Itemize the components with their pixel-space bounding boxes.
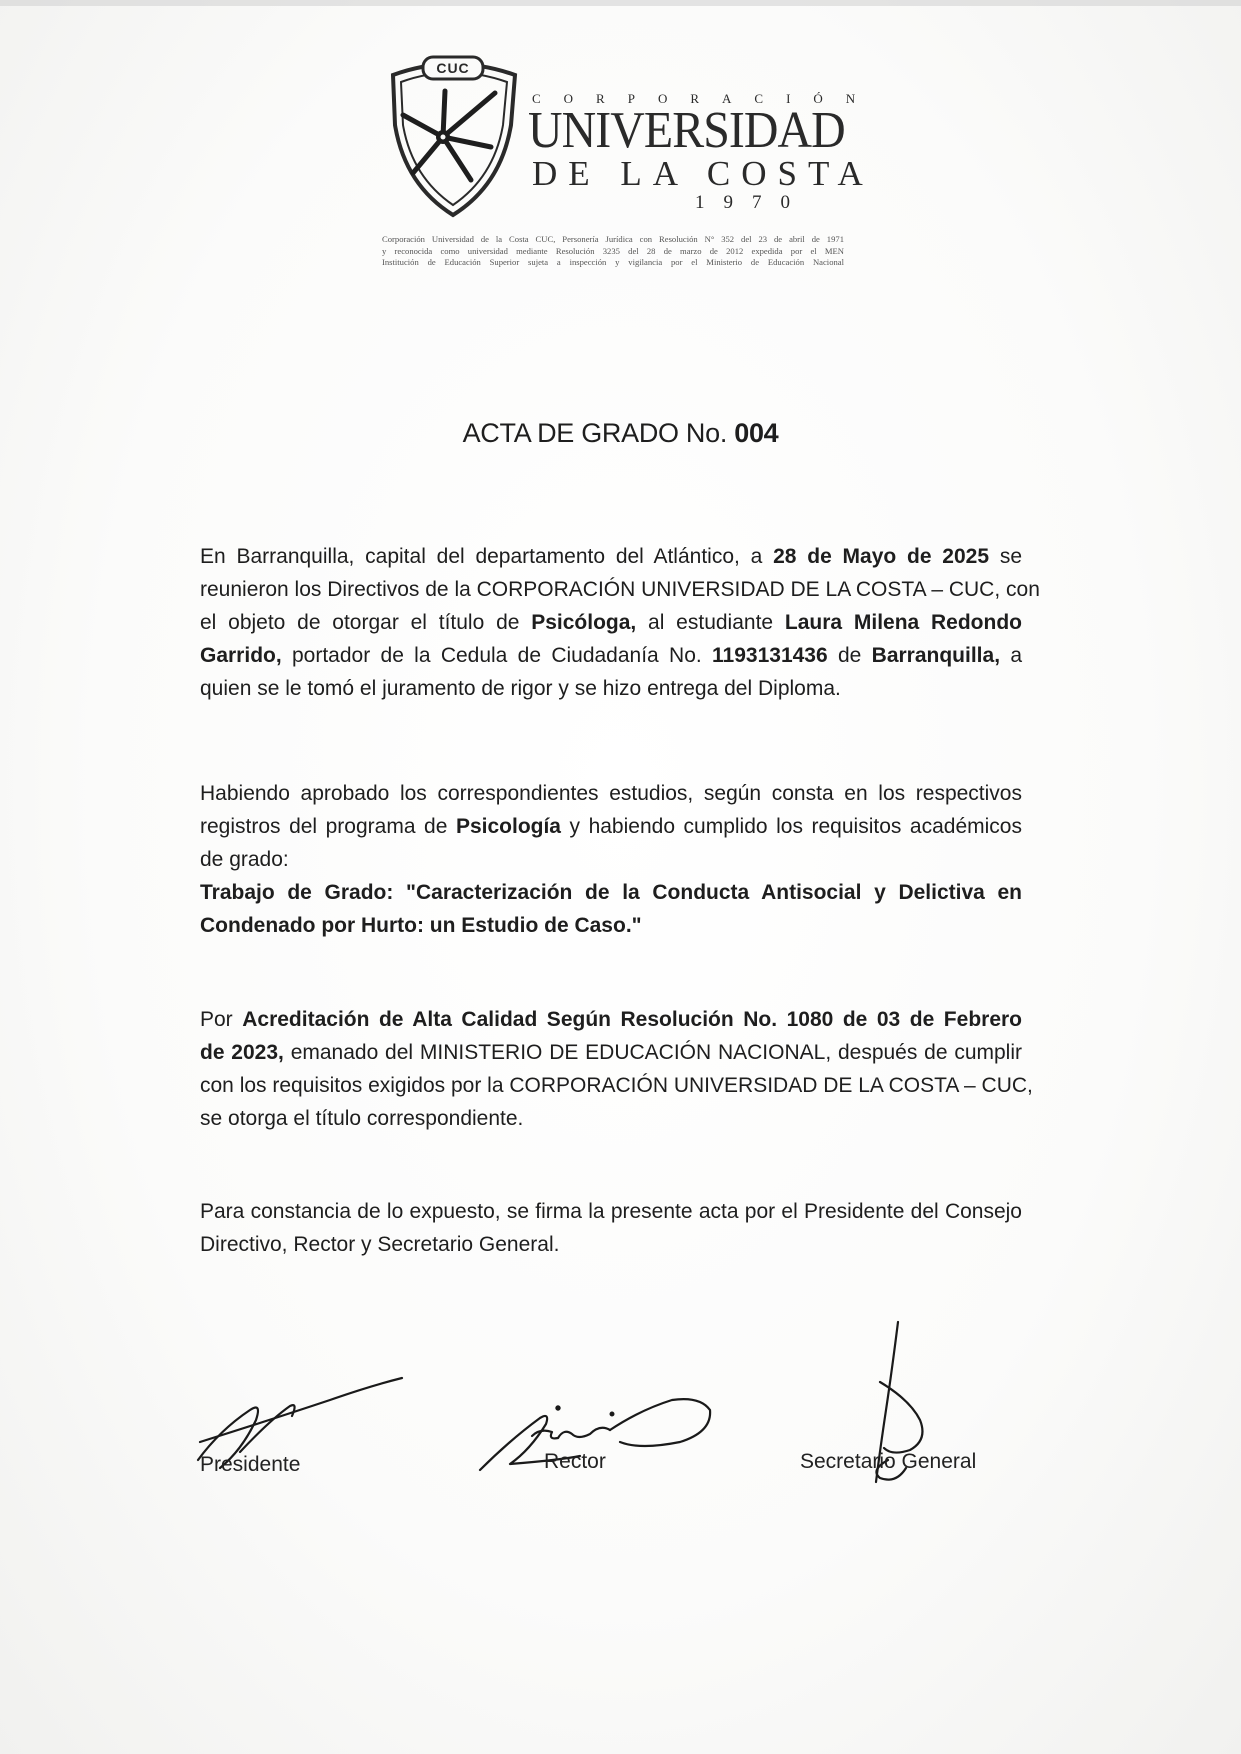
id-number: 1193131436 [712,644,828,667]
thesis-title: Trabajo de Grado: "Caracterización de la Conducta Antisocial y Delictiva en [200,881,1022,904]
acta-number: 004 [734,418,779,448]
logo-legal-text [382,234,844,269]
legal-line: y reconocida como universidad mediante Resolución 3235 del 28 de marzo de 2012 expedida por el MEN [382,245,844,256]
text-line [200,1003,1022,1036]
text-fragment: de [837,644,862,667]
text-line: quien se le tomó el juramento de rigor y se hizo entrega del Diploma. [200,677,841,700]
text-line [200,1036,1022,1069]
logo-wordmark [528,91,879,214]
text-fragment: Por [200,1008,233,1031]
text-line [200,639,1022,672]
text-line: Directivo, Rector y Secretario General. [200,1233,560,1256]
rector-label: Rector [544,1450,606,1473]
accreditation-text: Acreditación de Alta Calidad Según Resolución No. 1080 de 03 de Febrero [242,1008,1022,1031]
paragraph-accreditation [200,1003,1033,1135]
text-line: de grado: [200,848,289,871]
text-fragment: registros del programa de [200,815,448,838]
id-city: Barranquilla, [871,644,1001,667]
text-line [200,606,1022,639]
text-line: Para constancia de lo expuesto, se firma la presente acta por el Presidente del Consejo [200,1200,1022,1223]
student-surname: Garrido, [200,644,282,667]
student-name: Laura Milena Redondo [784,611,1022,634]
paragraph-signing [200,1195,1022,1261]
text-line: se otorga el título correspondiente. [200,1107,524,1130]
thesis-title-line [200,909,1022,942]
document-title [0,418,1241,449]
text-fragment: a [1010,644,1023,667]
thesis-title: Condenado por Hurto: un Estudio de Caso." [200,914,642,937]
legal-line: Corporación Universidad de la Costa CUC, Personería Jurídica con Resolución N° 352 del 23 de abril de 1971 [382,234,844,244]
secretary-label: Secretario General [800,1450,977,1473]
text-fragment: el objeto de otorgar el título de [200,611,520,634]
signature-block [180,1310,1040,1490]
text-line [200,540,1022,573]
paragraph-studies [200,777,1022,942]
logo-universidad: UNIVERSIDAD [528,102,845,159]
graduation-date: 28 de Mayo de 2025 [773,545,990,568]
program-name: Psicología [455,815,561,838]
logo-corporacion: CORPORACIÓN [532,91,879,106]
thesis-title-line [200,876,1022,909]
text-fragment: emanado del MINISTERIO DE EDUCACIÓN NACIONAL, después de cumplir [290,1041,1023,1064]
degree-title: Psicóloga, [531,611,637,634]
logo-de-la-costa: DE LA COSTA [532,154,874,193]
text-fragment: se [999,545,1023,568]
text-line: reunieron los Directivos de la CORPORACIÓN UNIVERSIDAD DE LA COSTA – CUC, con [200,578,1040,601]
paragraph-ceremony [200,540,1040,705]
president-label: Presidente [200,1453,301,1476]
logo-badge-text: CUC [436,60,470,76]
accreditation-year: de 2023, [200,1041,284,1064]
title-prefix: ACTA DE GRADO No. [462,418,728,448]
text-line: Habiendo aprobado los correspondientes estudios, según consta en los respectivos [200,782,1022,805]
text-fragment: portador de la Cedula de Ciudadanía No. [292,644,702,667]
text-fragment: En Barranquilla, capital del departamento del Atlántico, a [200,545,763,568]
legal-line: Institución de Educación Superior sujeta a inspección y vigilancia por el Ministerio de Educación Nacional [382,257,844,267]
text-line: con los requisitos exigidos por la CORPORACIÓN UNIVERSIDAD DE LA COSTA – CUC, [200,1074,1033,1097]
text-fragment: al estudiante [648,611,774,634]
text-line [200,810,1022,843]
cuc-shield-logo [383,55,523,220]
logo-year: 1970 [695,192,809,213]
text-fragment: y habiendo cumplido los requisitos académicos [569,815,1022,838]
scan-top-edge [0,0,1241,6]
